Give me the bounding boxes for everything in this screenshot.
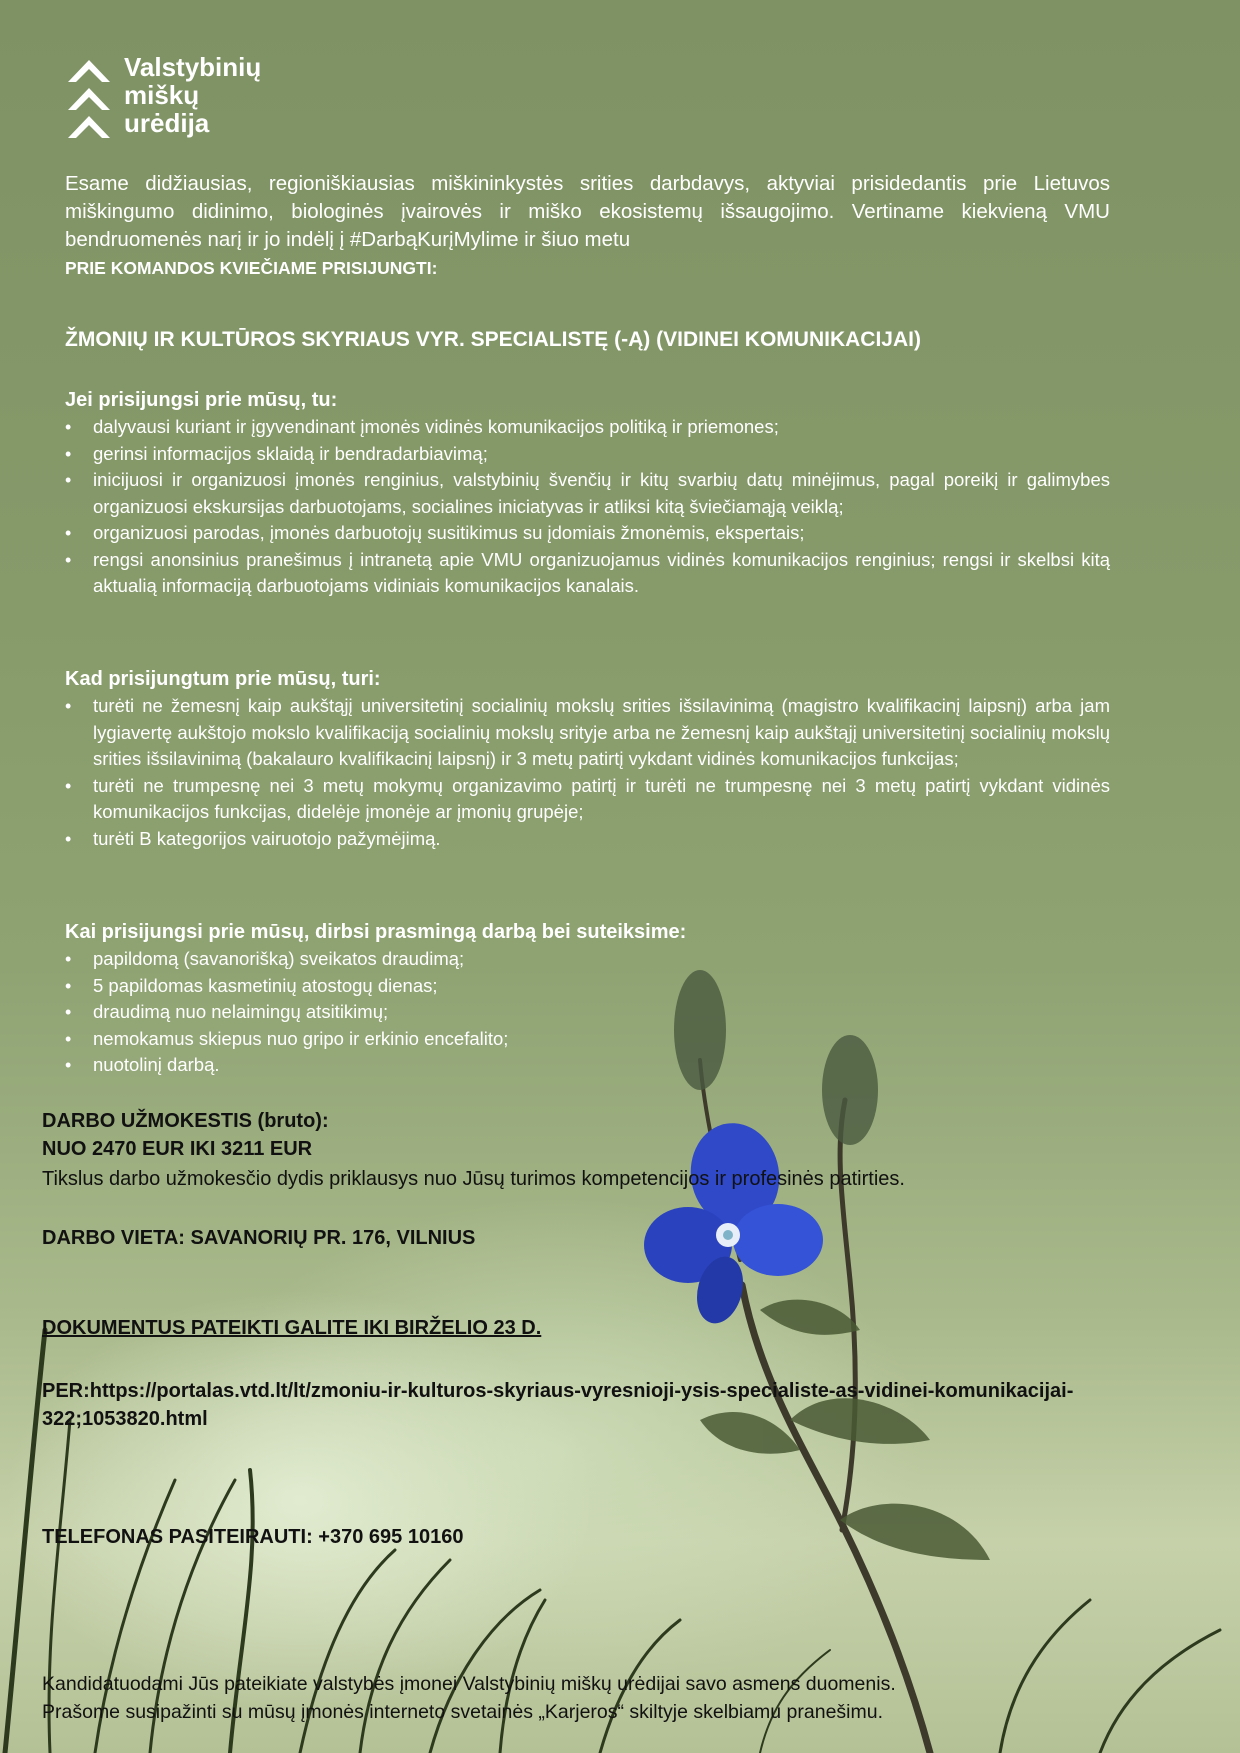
invite-line: PRIE KOMANDOS KVIEČIAME PRISIJUNGTI: (65, 258, 438, 278)
benefits-heading: Kai prisijungsi prie mūsų, dirbsi prasmingą darbą bei suteiksime: (65, 921, 687, 943)
list-item: • 5 papildomas kasmetinių atostogų dienas; (65, 973, 1110, 1000)
privacy-footer (42, 1670, 896, 1726)
brand-line-3: urėdija (124, 108, 210, 138)
phone-contact: TELEFONAS PASITEIRAUTI: +370 695 10160 (42, 1526, 464, 1548)
list-item: • rengsi anonsinius pranešimus į intranetą apie VMU organizuojamus vidinės komunikacijos renginius; rengsi ir skelbsi kitą aktualią informaciją darbuotojams vidiniais komunikacijos kanalais. (65, 547, 1110, 600)
duties-list (65, 414, 1110, 600)
salary-heading (42, 1107, 329, 1163)
requirements-section (65, 665, 1110, 852)
list-item: • turėti B kategorijos vairuotojo pažymėjimą. (65, 826, 1110, 853)
list-item: • gerinsi informacijos sklaidą ir bendradarbiavimą; (65, 441, 1110, 468)
intro-text: Esame didžiausias, regioniškiausias miškininkystės srities darbdavys, aktyviai prisidedantis prie Lietuvos miškingumo didinimo, biologinės įvairovės ir miško ekosistemų išsaugojimo. Vertiname kiekvieną VMU bendruomenės narį ir jo indėlį į #DarbąKurįMylime ir šiuo metu (65, 172, 1110, 251)
blue-flower (644, 1116, 823, 1328)
footer-line-2[interactable]: Prašome susipažinti su mūsų įmonės interneto svetainės „Karjeros“ skiltyje skelbiamu pranešimu. (42, 1701, 884, 1723)
apply-link[interactable]: PER:https://portalas.vtd.lt/lt/zmoniu-ir-kulturos-skyriaus-vyresnioji-ysis-specialiste-as-vidinei-komunikacijai-322;1053820.html (42, 1380, 1074, 1430)
salary-note: Tikslus darbo užmokesčio dydis priklausys nuo Jūsų turimos kompetencijos ir profesinės patirties. (42, 1168, 905, 1190)
deadline: DOKUMENTUS PATEIKTI GALITE IKI BIRŽELIO 23 D. (42, 1317, 542, 1339)
requirements-heading: Kad prisijungtum prie mūsų, turi: (65, 668, 381, 690)
footer-line-1: Kandidatuodami Jūs pateikiate valstybės įmonei Valstybinių miškų urėdijai savo asmens duomenis. (42, 1673, 896, 1695)
list-item: • draudimą nuo nelaimingų atsitikimų; (65, 999, 1110, 1026)
list-item: • organizuosi parodas, įmonės darbuotojų susitikimus su įdomiais žmonėmis, ekspertais; (65, 520, 1110, 547)
list-item: • nuotolinį darbą. (65, 1052, 1110, 1079)
brand-line-1: Valstybinių (124, 52, 262, 82)
list-item: • turėti ne žemesnį kaip aukštąjį universitetinį socialinių mokslų srities išsilavinimą (magistro kvalifikacinį laipsnį) arba jam lygiavertę aukštojo mokslo kvalifikaciją socialinių mokslų srityje arba ne žemesnį kaip aukštąjį universitetinį socialinių mokslų srities išsilavinimą (bakalauro kvalifikacinį laipsnį) ir 3 metų patirtį vykdant vidinės komunikacijos funkcijas; (65, 693, 1110, 773)
duties-heading: Jei prisijungsi prie mūsų, tu: (65, 389, 338, 411)
workplace: DARBO VIETA: SAVANORIŲ PR. 176, VILNIUS (42, 1227, 476, 1249)
benefits-section (65, 918, 1110, 1079)
list-item: • dalyvausi kuriant ir įgyvendinant įmonės vidinės komunikacijos politiką ir priemones; (65, 414, 1110, 441)
brand-line-2: miškų (124, 80, 200, 110)
salary-label: DARBO UŽMOKESTIS (bruto): (42, 1110, 329, 1132)
stacked-chevrons-icon (66, 52, 112, 144)
job-title: ŽMONIŲ IR KULTŪROS SKYRIAUS VYR. SPECIALISTĘ (-Ą) (VIDINEI KOMUNIKACIJAI) (65, 328, 921, 351)
list-item: • inicijuosi ir organizuosi įmonės renginius, valstybinių švenčių ir kitų svarbių datų minėjimus, pagal poreikį ir galimybes organizuosi ekskursijas darbuotojams, socialines iniciatyvas ir atliksi kitą šviečiamąją veiklą; (65, 467, 1110, 520)
list-item: • papildomą (savanorišką) sveikatos draudimą; (65, 946, 1110, 973)
intro-paragraph (65, 170, 1110, 282)
benefits-list (65, 946, 1110, 1079)
salary-range: NUO 2470 EUR IKI 3211 EUR (42, 1138, 313, 1160)
list-item: • nemokamus skiepus nuo gripo ir erkinio encefalito; (65, 1026, 1110, 1053)
list-item: • turėti ne trumpesnę nei 3 metų mokymų organizavimo patirtį ir turėti ne trumpesnę nei 3 metų patirtį vykdant vidinės komunikacijos funkcijas, didelėje įmonėje ar įmonių grupėje; (65, 773, 1110, 826)
duties-section (65, 386, 1110, 600)
requirements-list (65, 693, 1110, 852)
